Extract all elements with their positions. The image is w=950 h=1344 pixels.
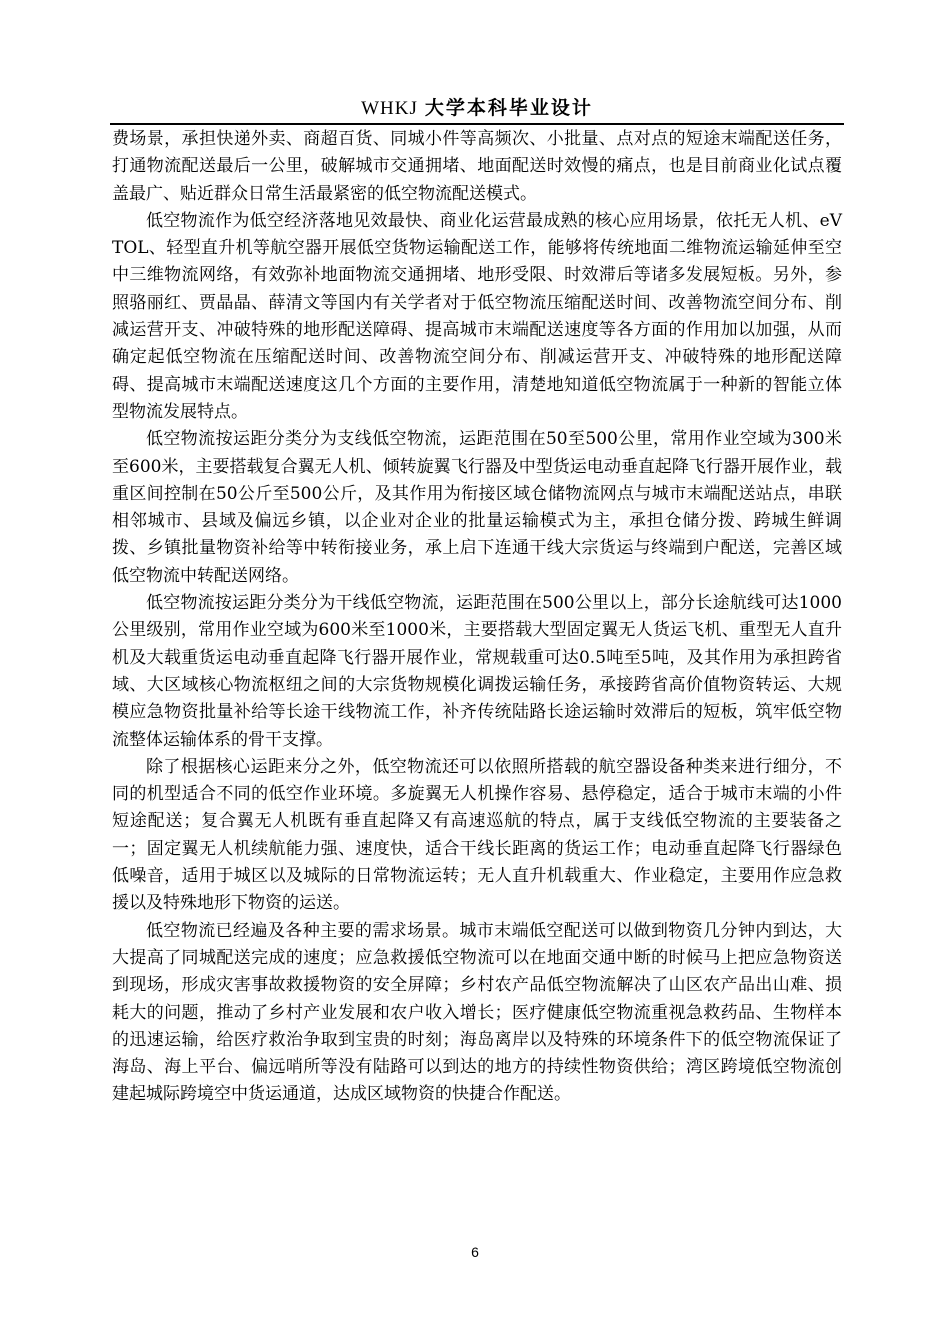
header-divider [110,123,844,125]
paragraph-trunk-line-logistics: 低空物流按运距分类分为干线低空物流，运距范围在500公里以上，部分长途航线可达1000公里级别，常用作业空域为600米至1000米，主要搭载大型固定翼无人货运飞机、重型无人直升机及大载重货运电动垂直起降飞行器开展作业，常规载重可达0.5吨至5吨，及其作用为承担跨省域、大区域核心物流枢纽之间的大宗货物规模化调拨运输任务，承接跨省高价值物资转运、大规模应急物资批量补给等长途干线物流工作，补齐传统陆路长途运输时效滞后的短板，筑牢低空物流整体运输体系的骨干支撑。 [112,593,842,750]
page-number: 6 [471,1244,479,1260]
paragraph-low-altitude-logistics-overview: 低空物流作为低空经济落地见效最快、商业化运营最成熟的核心应用场景，依托无人机、eVTOL、轻型直升机等航空器开展低空货物运输配送工作，能够将传统地面二维物流运输延伸至空中三维物流网络，有效弥补地面物流交通拥堵、地形受限、时效滞后等诸多发展短板。另外，参照骆丽红、贾晶晶、薛清文等国内有关学者对于低空物流压缩配送时间、改善物流空间分布、削减运营开支、冲破特殊的地形配送障碍、提高城市末端配送速度等各方面的作用加以加强，从而确定起低空物流在压缩配送时间、改善物流空间分布、削减运营开支、冲破特殊的地形配送障碍、提高城市末端配送速度这几个方面的主要作用，清楚地知道低空物流属于一种新的智能立体型物流发展特点。 [112,210,842,422]
paragraph-branch-line-logistics: 低空物流按运距分类分为支线低空物流，运距范围在50至500公里，常用作业空域为300米至600米，主要搭载复合翼无人机、倾转旋翼飞行器及中型货运电动垂直起降飞行器开展作业，载重区间控制在50公斤至500公斤，及其作用为衔接区域仓储物流网点与城市末端配送站点，串联相邻城市、县域及偏远乡镇，以企业对企业的批量运输模式为主，承担仓储分拨、跨城生鲜调拨、乡镇批量物资补给等中转衔接业务，承上启下连通干线大宗货运与终端到户配送，完善区域低空物流中转配送网络。 [112,429,842,586]
header-title: 大学本科毕业设计 [424,97,593,119]
body-text [112,126,842,1109]
paragraph-application-scenarios: 低空物流已经遍及各种主要的需求场景。城市末端低空配送可以做到物资几分钟内到达，大大提高了同城配送完成的速度；应急救援低空物流可以在地面交通中断的时候马上把应急物资送到现场，形成灾害事故救援物资的安全屏障；乡村农产品低空物流解决了山区农产品出山难、损耗大的问题，推动了乡村产业发展和农户收入增长；医疗健康低空物流重视急救药品、生物样本的迅速运输，给医疗救治争取到宝贵的时刻；海岛离岸以及特殊的环境条件下的低空物流保证了海岛、海上平台、偏远哨所等没有陆路可以到达的地方的持续性物资供给；湾区跨境低空物流创建起城际跨境空中货运通道，达成区域物资的快捷合作配送。 [112,920,842,1105]
paragraph-continuation: 费场景，承担快递外卖、商超百货、同城小件等高频次、小批量、点对点的短途末端配送任务，打通物流配送最后一公里，破解城市交通拥堵、地面配送时效慢的痛点，也是目前商业化试点覆盖最广、贴近群众日常生活最紧密的低空物流配送模式。 [112,129,842,204]
paragraph-aircraft-classification: 除了根据核心运距来分之外，低空物流还可以依照所搭载的航空器设备种类来进行细分，不同的机型适合不同的低空作业环境。多旋翼无人机操作容易、悬停稳定，适合于城市末端的小件短途配送；复合翼无人机既有垂直起降又有高速巡航的特点，属于支线低空物流的主要装备之一；固定翼无人机续航能力强、速度快，适合干线长距离的货运工作；电动垂直起降飞行器绿色低噪音，适用于城区以及城际的日常物流运转；无人直升机载重大、作业稳定，主要用作应急救援以及特殊地形下物资的运送。 [112,756,842,914]
page-header [110,96,844,121]
header-prefix: WHKJ [361,98,418,119]
